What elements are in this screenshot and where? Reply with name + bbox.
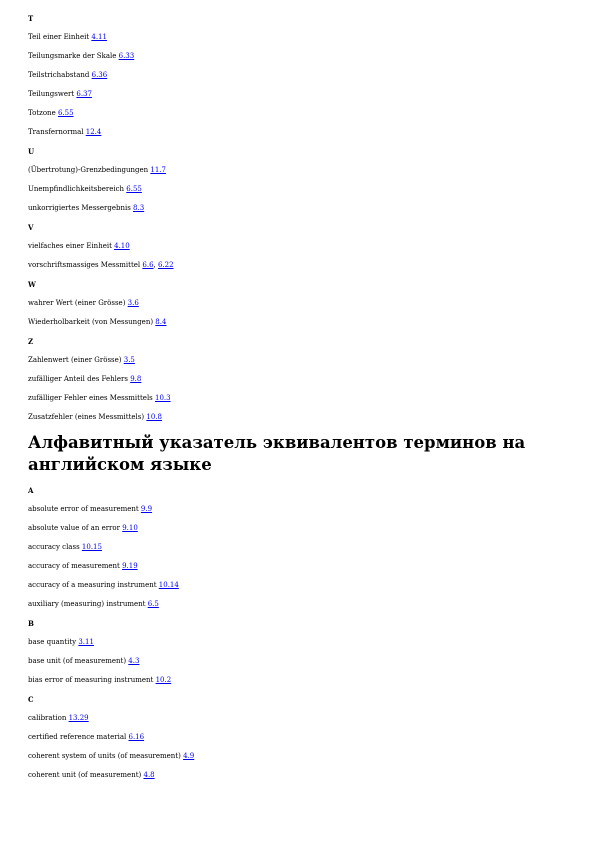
index-entry	[28, 771, 568, 780]
index-term: Zahlenwert (einer Grösse)	[28, 356, 122, 364]
section-ref-link[interactable]: 9.8	[130, 375, 142, 383]
index-entry	[28, 581, 568, 590]
section-ref-link[interactable]: 6.6	[142, 261, 154, 269]
index-term: absolute value of an error	[28, 524, 120, 532]
index-entry	[28, 356, 568, 365]
index-entry	[28, 299, 568, 308]
index-entry	[28, 600, 568, 609]
index-entry	[28, 109, 568, 118]
index-entry	[28, 204, 568, 213]
index-page	[28, 14, 568, 790]
section-ref-link[interactable]: 6.37	[76, 90, 92, 98]
index-term: unkorrigiertes Messergebnis	[28, 204, 131, 212]
index-entry	[28, 752, 568, 761]
index-term: base unit (of measurement)	[28, 657, 127, 665]
index-letter-w: W	[28, 280, 36, 289]
english-index-part	[28, 486, 568, 780]
section-ref-link[interactable]: 10.14	[158, 581, 179, 589]
index-entry	[28, 166, 568, 175]
index-term: Wiederholbarkeit (von Messungen)	[28, 318, 154, 326]
section-ref-link[interactable]: 3.5	[123, 356, 135, 364]
section-ref-link[interactable]: 3.6	[127, 299, 139, 307]
section-ref-link[interactable]: 6.36	[91, 71, 108, 79]
section-ref-link[interactable]: 6.22	[158, 261, 174, 269]
index-entry	[28, 185, 568, 194]
index-entry	[28, 714, 568, 723]
index-entry	[28, 638, 568, 647]
section-ref-link[interactable]: 9.19	[122, 562, 138, 570]
section-ref-link[interactable]: 4.3	[128, 657, 140, 665]
section-ref-link[interactable]: 8.4	[155, 318, 167, 326]
index-letter-z: Z	[28, 337, 34, 346]
index-term: coherent system of units (of measurement)	[28, 752, 181, 760]
index-term: accuracy of a measuring instrument	[28, 581, 157, 589]
german-index-part	[28, 14, 568, 422]
index-term: auxiliary (measuring) instrument	[28, 600, 146, 608]
index-term: vorschriftsmassiges Messmittel	[28, 261, 141, 269]
index-term: Transfernormal	[28, 128, 84, 136]
index-entry	[28, 562, 568, 571]
index-term: (Übertrotung)-Grenzbedingungen	[28, 166, 149, 174]
index-letter-c: C	[28, 695, 34, 704]
index-heading: Алфавитный указатель эквивалентов терминов на английском языке	[28, 433, 526, 474]
index-term: Totzone	[28, 109, 56, 117]
section-ref-link[interactable]: 3.11	[78, 638, 94, 646]
index-entry	[28, 505, 568, 514]
index-term: Teil einer Einheit	[28, 33, 90, 41]
index-term: base quantity	[28, 638, 77, 646]
index-term: accuracy of measurement	[28, 562, 120, 570]
index-letter-v: V	[28, 223, 34, 232]
index-term: certified reference material	[28, 733, 127, 741]
index-letter-u: U	[28, 147, 35, 156]
section-ref-link[interactable]: 13.29	[68, 714, 89, 722]
section-ref-link[interactable]: 6.55	[57, 109, 74, 117]
section-ref-link[interactable]: 6.33	[118, 52, 135, 60]
index-letter-b: B	[28, 619, 34, 628]
section-ref-link[interactable]: 4.8	[143, 771, 155, 779]
index-term: zufälliger Fehler eines Messmittels	[28, 394, 153, 402]
index-term: accuracy class	[28, 543, 80, 551]
section-ref-link[interactable]: 12.4	[85, 128, 102, 136]
section-ref-link[interactable]: 10.15	[81, 543, 102, 551]
index-entry	[28, 128, 568, 137]
section-ref-link[interactable]: 6.55	[126, 185, 142, 193]
index-term: Zusatzfehler (eines Messmittels)	[28, 413, 145, 421]
index-entry	[28, 52, 568, 61]
index-term: wahrer Wert (einer Grösse)	[28, 299, 126, 307]
section-ref-link[interactable]: 6.16	[128, 733, 145, 741]
section-ref-link[interactable]: 6.5	[147, 600, 159, 608]
index-entry	[28, 413, 568, 422]
index-entry	[28, 375, 568, 384]
index-entry	[28, 90, 568, 99]
section-ref-link[interactable]: 11.7	[150, 166, 166, 174]
index-letter-a: A	[28, 486, 34, 495]
index-entry	[28, 71, 568, 80]
section-ref-link[interactable]: 4.11	[91, 33, 107, 41]
index-entry	[28, 394, 568, 403]
index-entry	[28, 543, 568, 552]
section-ref-link[interactable]: 8.3	[133, 204, 145, 212]
index-term: coherent unit (of measurement)	[28, 771, 142, 779]
index-term: Unempfindlichkeitsbereich	[28, 185, 125, 193]
section-ref-link[interactable]: 9.9	[140, 505, 153, 513]
section-ref-link[interactable]: 4.9	[183, 752, 195, 760]
section-ref-link[interactable]: 10.2	[155, 676, 172, 684]
index-term: Teilungswert	[28, 90, 75, 98]
index-term: Teilungsmarke der Skale	[28, 52, 117, 60]
section-ref-link[interactable]: 10.3	[155, 394, 171, 402]
index-entry	[28, 676, 568, 685]
index-entry	[28, 33, 568, 42]
index-entry	[28, 524, 568, 533]
index-entry	[28, 733, 568, 742]
index-letter-t: T	[28, 14, 34, 23]
index-entry: vorschriftsmassiges Messmittel 6.6, 6.22	[28, 261, 174, 269]
section-ref-link[interactable]: 9.10	[122, 524, 138, 532]
index-term: zufälliger Anteil des Fehlers	[28, 375, 128, 383]
index-entry	[28, 318, 568, 327]
index-entry	[28, 242, 568, 251]
section-ref-link[interactable]: 4.10	[114, 242, 130, 250]
index-entry	[28, 657, 568, 666]
index-term: calibration	[28, 714, 67, 722]
section-ref-link[interactable]: 10.8	[146, 413, 162, 421]
index-term: absolute error of measurement	[28, 505, 139, 513]
index-term: Teilstrichabstand	[28, 71, 90, 79]
index-term: vielfaches einer Einheit	[28, 242, 112, 250]
index-term: bias error of measuring instrument	[28, 676, 154, 684]
